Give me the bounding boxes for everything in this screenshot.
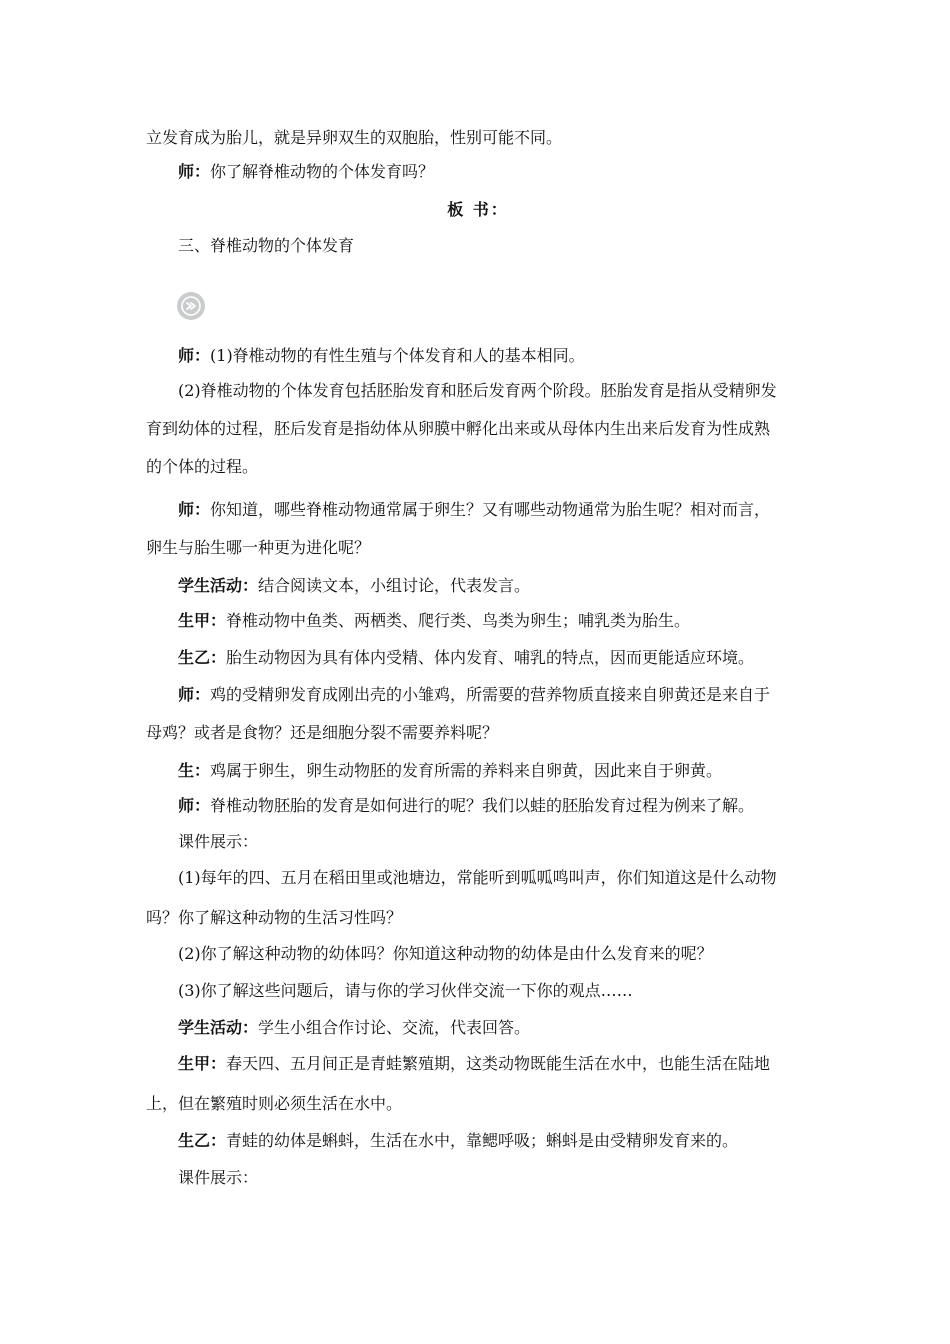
line-text: 脊椎动物中鱼类、两栖类、爬行类、鸟类为卵生；哺乳类为胎生。	[226, 611, 691, 630]
teacher-line	[178, 345, 810, 367]
speaker-label: 师：	[178, 685, 211, 704]
line-text: 结合阅读文本，小组讨论，代表发言。	[258, 576, 531, 595]
paragraph-line: 课件展示：	[178, 832, 259, 851]
speaker-label: 生乙：	[178, 1131, 227, 1150]
teacher-line	[178, 161, 810, 183]
speaker-label: 学生活动：	[178, 576, 259, 595]
teacher-line	[178, 684, 810, 706]
paragraph-line: 立发育成为胎儿，就是异卵双生的双胞胎，性别可能不同。	[146, 128, 563, 147]
speaker-label: 生：	[178, 761, 211, 780]
paragraph-line: 育到幼体的过程，胚后发育是指幼体从卵膜中孵化出来或从母体内生出来后发育为性成熟	[146, 419, 771, 438]
line-text: 鸡属于卵生，卵生动物胚的发育所需的养料来自卵黄，因此来自于卵黄。	[210, 761, 723, 780]
line-text: 胎生动物因为具有体内受精、体内发育、哺乳的特点，因而更能适应环境。	[226, 648, 755, 667]
paragraph-line: (1)每年的四、五月在稻田里或池塘边，常能听到呱呱鸣叫声，你们知道这是什么动物	[178, 868, 777, 887]
line-text: 你知道，哪些脊椎动物通常属于卵生？又有哪些动物通常为胎生呢？相对而言，	[210, 500, 771, 519]
paragraph-line: 吗？你了解这种动物的生活习性吗？	[146, 908, 403, 927]
teacher-line	[178, 795, 810, 817]
paragraph-line: (2)你了解这种动物的幼体吗？你知道这种动物的幼体是由什么发育来的呢？	[178, 944, 713, 963]
student-line	[178, 1053, 810, 1075]
line-text: 鸡的受精卵发育成刚出壳的小雏鸡，所需要的营养物质直接来自卵黄还是来自于	[210, 685, 771, 704]
paragraph-line: 上，但在繁殖时则必须生活在水中。	[146, 1094, 403, 1113]
line-text: 学生小组合作讨论、交流，代表回答。	[258, 1018, 531, 1037]
line-text: 你了解脊椎动物的个体发育吗？	[210, 162, 435, 181]
teacher-line	[178, 499, 810, 521]
line-text: 脊椎动物胚胎的发育是如何进行的呢？我们以蛙的胚胎发育过程为例来了解。	[210, 796, 755, 815]
speaker-label: 师：	[178, 162, 211, 181]
student-line	[178, 647, 810, 669]
student-activity-line	[178, 575, 810, 597]
student-activity-line	[178, 1017, 810, 1039]
paragraph-line: 卵生与胎生哪一种更为进化呢？	[146, 538, 371, 557]
line-text: 春天四、五月间正是青蛙繁殖期，这类动物既能生活在水中，也能生活在陆地	[226, 1054, 771, 1073]
speaker-label: 师：	[178, 796, 211, 815]
paragraph-line: 的个体的过程。	[146, 457, 259, 476]
section-heading: 三、脊椎动物的个体发育	[178, 236, 355, 255]
speaker-label: 师：	[178, 346, 211, 365]
speaker-label: 师：	[178, 500, 211, 519]
arrow-circle-icon	[177, 292, 205, 320]
speaker-label: 生甲：	[178, 611, 227, 630]
paragraph-line: 母鸡？或者是食物？还是细胞分裂不需要养料呢？	[146, 723, 499, 742]
student-line	[178, 1130, 810, 1152]
board-heading: 板 书：	[447, 200, 509, 219]
paragraph-line: (3)你了解这些问题后，请与你的学习伙伴交流一下你的观点……	[178, 981, 633, 1000]
paragraph-line: 课件展示：	[178, 1168, 259, 1187]
speaker-label: 生乙：	[178, 648, 227, 667]
speaker-label: 生甲：	[178, 1054, 227, 1073]
speaker-label: 学生活动：	[178, 1018, 259, 1037]
paragraph-line: (2)脊椎动物的个体发育包括胚胎发育和胚后发育两个阶段。胚胎发育是指从受精卵发	[178, 381, 777, 400]
student-line	[178, 760, 810, 782]
line-text: (1)脊椎动物的有性生殖与个体发育和人的基本相同。	[210, 346, 585, 365]
student-line	[178, 610, 810, 632]
line-text: 青蛙的幼体是蝌蚪，生活在水中，靠鳃呼吸；蝌蚪是由受精卵发育来的。	[226, 1131, 739, 1150]
